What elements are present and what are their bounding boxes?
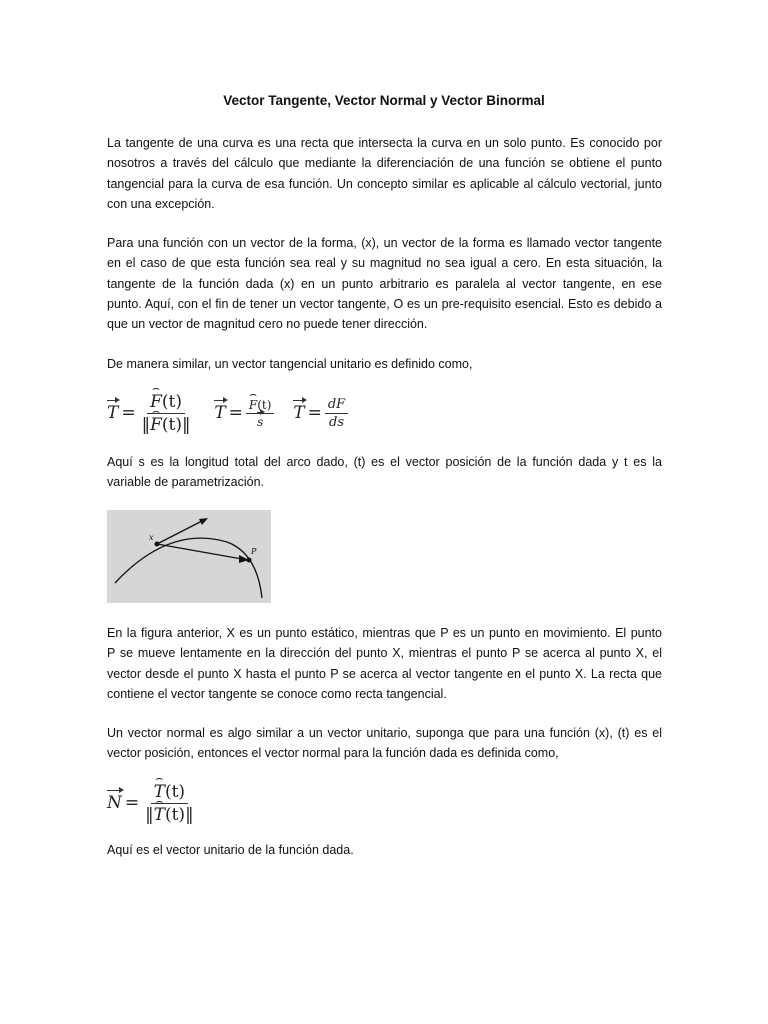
text-line: nosotros a través del cálculo que mediante la diferenciación de una función se obtiene el punto bbox=[107, 156, 662, 171]
text-line: Un vector normal es algo similar a un vector unitario, suponga que para una función (x), (t) es el bbox=[107, 726, 662, 740]
label-x: x bbox=[149, 533, 154, 542]
formula-norm-close: ‖ bbox=[185, 805, 194, 825]
formula-norm-open: ‖ bbox=[141, 415, 151, 435]
paragraph-normal-vector bbox=[107, 723, 662, 764]
formula-symbol: T bbox=[107, 403, 119, 423]
formula-symbol: ⌢ F bbox=[150, 392, 162, 412]
tangent-arrowhead bbox=[199, 518, 208, 525]
tangent-figure bbox=[107, 510, 271, 603]
formula-argument: (t) bbox=[161, 415, 182, 435]
tangent-diagram bbox=[107, 510, 271, 603]
formula-symbol: T bbox=[293, 403, 305, 423]
text-line: tangente de la función dada (x) en un punto arbitrario es paralela al vector tangente, en ese bbox=[107, 276, 662, 291]
text-line: tangencial para la curva de esa función. Un concepto similar es aplicable al cálculo vectorial, junto bbox=[107, 176, 662, 191]
text-line: que un vector de magnitud cero no puede tener dirección. bbox=[107, 317, 428, 332]
paragraph-intro bbox=[107, 133, 662, 214]
text-line: P se mueve lentamente en la dirección del punto X, mientras el punto P se acerca al punto X, el bbox=[107, 646, 662, 661]
formula-fraction bbox=[325, 397, 348, 430]
formula-fraction bbox=[246, 398, 275, 429]
formula-symbol: N bbox=[107, 793, 122, 813]
secant-arrow-line bbox=[157, 544, 242, 559]
formula-operator: = bbox=[228, 403, 243, 423]
formula-norm-close: ‖ bbox=[182, 415, 191, 435]
formula-operator: = bbox=[121, 403, 136, 423]
formula-argument: (t) bbox=[161, 392, 182, 412]
paragraph-figure-explanation bbox=[107, 623, 662, 704]
curve-line bbox=[115, 538, 262, 598]
formula-symbol: T bbox=[214, 403, 226, 423]
formula-denominator: ds bbox=[329, 415, 344, 430]
text-line: De manera similar, un vector tangencial unitario es definido como, bbox=[107, 357, 473, 371]
text-line: en el caso de que esta función sea real y su magnitud no sea igual a cero. En esta situación, la bbox=[107, 256, 662, 271]
point-p-dot bbox=[247, 558, 252, 563]
formula-operator: = bbox=[307, 403, 322, 423]
text-line: contiene el vector tangente se conoce como recta tangencial. bbox=[107, 686, 447, 701]
text-line: punto. Aquí, con el fin de tener un vector tangente, O es un pre-requisito esencial. Esto es debido a bbox=[107, 296, 662, 311]
point-x-dot bbox=[155, 542, 160, 547]
formula-symbol: ⌢ F bbox=[150, 415, 162, 435]
formula-argument: (t) bbox=[164, 782, 186, 802]
formula-fraction bbox=[142, 782, 196, 825]
text-line: Aquí es el vector unitario de la función dada. bbox=[107, 843, 354, 857]
text-line: vector desde el punto X hasta el punto P se acerca al vector tangente en el punto X. La recta que bbox=[107, 666, 662, 681]
label-p: P bbox=[251, 547, 257, 556]
formula-argument: (t) bbox=[257, 398, 272, 412]
text-line: variable de parametrización. bbox=[107, 475, 265, 490]
formula-fraction bbox=[139, 392, 194, 435]
formula-operator: = bbox=[124, 793, 140, 813]
text-line: vector posición, entonces el vector normal para la función dada es definida como, bbox=[107, 746, 559, 761]
text-line: La tangente de una curva es una recta que intersecta la curva en un solo punto. Es conocido por bbox=[107, 136, 662, 150]
document-title: Vector Tangente, Vector Normal y Vector Binormal bbox=[223, 93, 545, 108]
formula-argument: (t) bbox=[164, 805, 186, 825]
text-line: En la figura anterior, X es un punto estático, mientras que P es un punto en movimiento. El punto bbox=[107, 626, 662, 640]
paragraph-unit-vector-note bbox=[107, 840, 662, 860]
text-line: Para una función con un vector de la forma, (x), un vector de la forma es llamado vector tangente bbox=[107, 236, 662, 250]
text-line: con una excepción. bbox=[107, 196, 215, 211]
formula-symbol: ⌢ F bbox=[249, 398, 257, 412]
formula-symbol: s bbox=[257, 415, 264, 429]
unit-tangent-formula bbox=[107, 392, 348, 435]
formula-norm-open: ‖ bbox=[145, 805, 154, 825]
formula-symbol: ⌢ T bbox=[154, 805, 165, 825]
formula-symbol: ⌢ T bbox=[154, 782, 165, 802]
paragraph-unit-tangent bbox=[107, 354, 662, 374]
formula-numerator: dF bbox=[325, 397, 348, 414]
paragraph-tangent-vector bbox=[107, 233, 662, 334]
text-line: Aquí s es la longitud total del arco dado, (t) es el vector posición de la función dada y t es la bbox=[107, 455, 662, 469]
normal-vector-formula bbox=[107, 782, 197, 825]
paragraph-arc-length bbox=[107, 452, 662, 493]
